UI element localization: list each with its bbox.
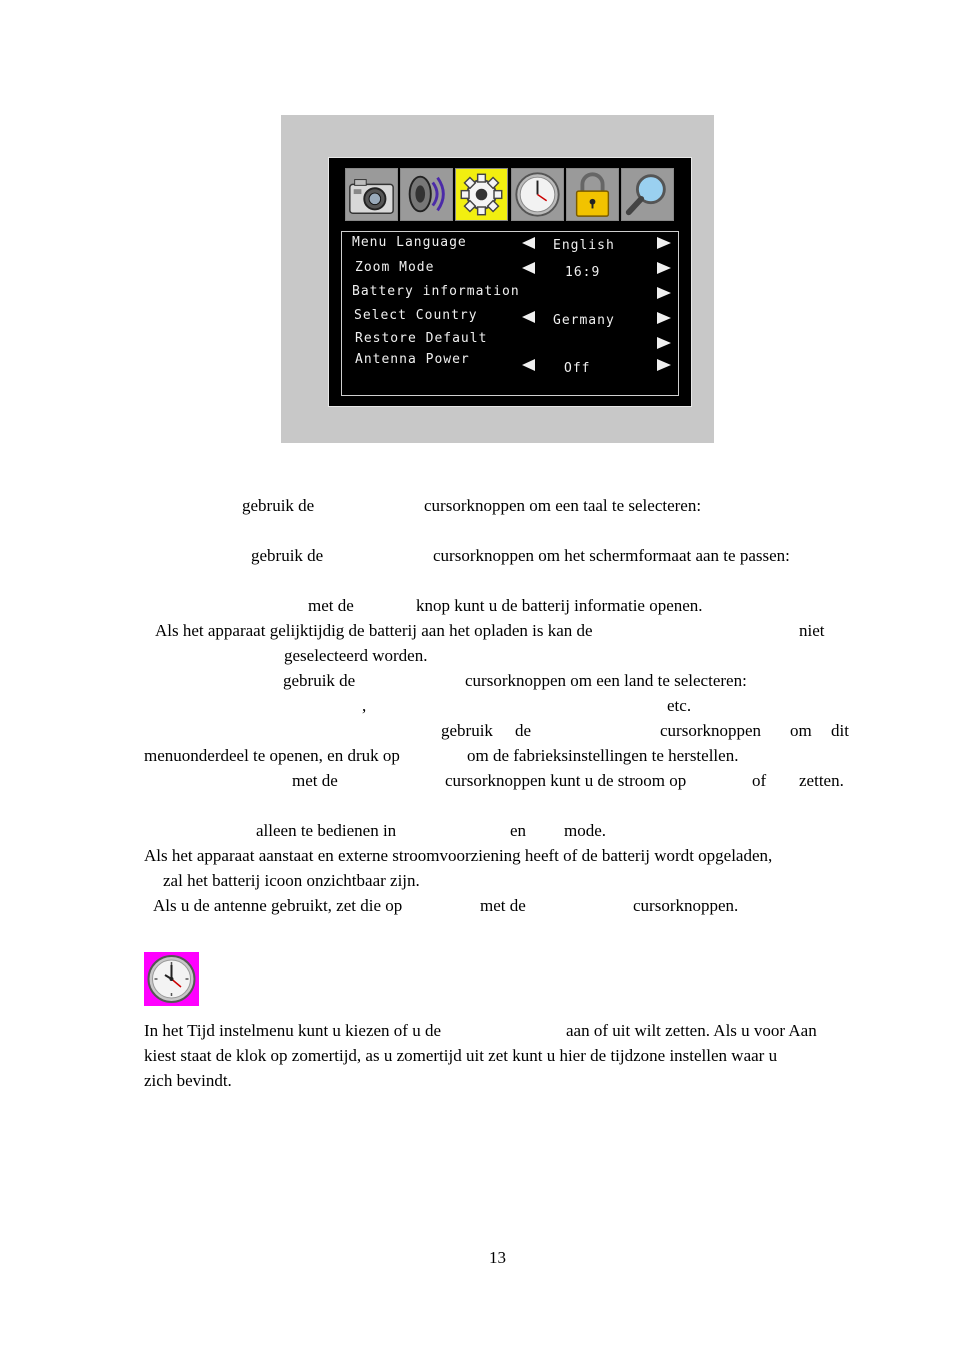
- text-fragment: zich bevindt.: [144, 1071, 232, 1090]
- padlock-icon[interactable]: [566, 168, 619, 221]
- right-arrow-icon[interactable]: [657, 262, 671, 274]
- text-fragment: om de fabrieksinstellingen te herstellen.: [467, 746, 739, 765]
- text-fragment: met de: [308, 596, 354, 615]
- text-fragment: mode.: [564, 821, 607, 840]
- menu-row-label[interactable]: Menu Language: [352, 235, 467, 250]
- text-fragment: kiest staat de klok op zomertijd, as u zomertijd uit zet kunt u hier de tijdzone instellen waar u: [144, 1046, 778, 1065]
- text-fragment: cursorknoppen om een land te selecteren:: [465, 671, 747, 690]
- settings-list: [341, 231, 679, 396]
- menu-row-label[interactable]: Battery information: [352, 284, 520, 299]
- left-arrow-icon[interactable]: [522, 237, 535, 249]
- text-fragment: en: [510, 821, 527, 840]
- text-fragment: In het Tijd instelmenu kunt u kiezen of u de: [144, 1021, 441, 1040]
- right-arrow-icon[interactable]: [657, 237, 671, 249]
- text-fragment: om: [790, 721, 812, 740]
- text-fragment: alleen te bedienen in: [256, 821, 397, 840]
- menu-row-value: Germany: [553, 313, 615, 328]
- text-fragment: cursorknoppen om het schermformaat aan te passen:: [433, 546, 790, 565]
- text-fragment: gebruik de: [283, 671, 356, 690]
- text-fragment: gebruik de: [251, 546, 324, 565]
- text-fragment: Als het apparaat aanstaat en externe stroomvoorziening heeft of de batterij wordt opgeladen,: [144, 846, 773, 865]
- text-fragment: Als u de antenne gebruikt, zet die op: [153, 896, 403, 915]
- magnifier-icon[interactable]: [621, 168, 674, 221]
- text-fragment: gebruik de: [242, 496, 315, 515]
- right-arrow-icon[interactable]: [657, 359, 671, 371]
- gear-icon[interactable]: [455, 168, 508, 221]
- right-arrow-icon[interactable]: [657, 287, 671, 299]
- menu-row-value: 16:9: [565, 265, 601, 280]
- clock-icon[interactable]: [511, 168, 564, 221]
- text-fragment: ,: [362, 696, 367, 715]
- text-fragment: zetten.: [799, 771, 844, 790]
- text-fragment: cursorknoppen kunt u de stroom op: [445, 771, 687, 790]
- text-fragment: cursorknoppen om een taal te selecteren:: [424, 496, 702, 515]
- left-arrow-icon[interactable]: [522, 262, 535, 274]
- right-arrow-icon[interactable]: [657, 312, 671, 324]
- menu-row-label[interactable]: Restore Default: [355, 331, 488, 346]
- right-arrow-icon[interactable]: [657, 337, 671, 349]
- speaker-icon[interactable]: [400, 168, 453, 221]
- text-fragment: zal het batterij icoon onzichtbaar zijn.: [163, 871, 420, 890]
- menu-row-value: English: [553, 238, 615, 253]
- clock-icon: [144, 952, 199, 1006]
- left-arrow-icon[interactable]: [522, 311, 535, 323]
- menu-row-label[interactable]: Select Country: [354, 308, 478, 323]
- camera-icon[interactable]: [345, 168, 398, 221]
- text-fragment: aan of uit wilt zetten. Als u voor Aan: [566, 1021, 817, 1040]
- text-fragment: gebruik: [441, 721, 493, 740]
- text-fragment: de: [515, 721, 532, 740]
- text-fragment: cursorknoppen: [660, 721, 762, 740]
- text-fragment: Als het apparaat gelijktijdig de batterij aan het opladen is kan de: [155, 621, 593, 640]
- text-fragment: of: [752, 771, 767, 790]
- text-fragment: met de: [480, 896, 526, 915]
- text-fragment: menuonderdeel te openen, en druk op: [144, 746, 400, 765]
- settings-menu-screenshot: [281, 115, 714, 443]
- left-arrow-icon[interactable]: [522, 359, 535, 371]
- text-fragment: geselecteerd worden.: [284, 646, 428, 665]
- text-fragment: niet: [799, 621, 825, 640]
- text-fragment: met de: [292, 771, 338, 790]
- text-fragment: dit: [831, 721, 849, 740]
- text-fragment: etc.: [667, 696, 692, 715]
- menu-row-label[interactable]: Antenna Power: [355, 352, 470, 367]
- text-fragment: cursorknoppen.: [633, 896, 739, 915]
- page-number: 13: [489, 1248, 506, 1267]
- text-fragment: knop kunt u de batterij informatie openen.: [416, 596, 703, 615]
- menu-row-label[interactable]: Zoom Mode: [355, 260, 435, 275]
- menu-row-value: Off: [564, 361, 591, 376]
- settings-menu: [328, 157, 692, 407]
